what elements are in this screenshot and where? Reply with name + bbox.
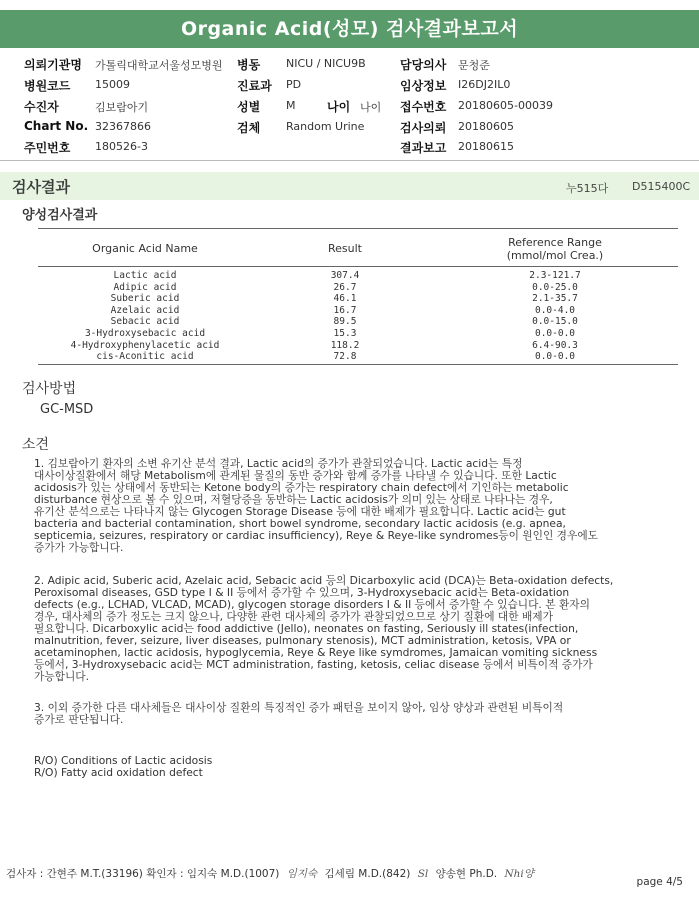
acid-result: 89.5 [333, 316, 357, 328]
finding-paragraph-2: 2. Adipic acid, Suberic acid, Azelaic acid, Sebacic acid 등의 Dicarboxylic acid (DCA)는 Beta-oxidation defects, Peroxisomal diseases, GSD type I & II 등에서 증가할 수 있으며, 3-Hydroxysebacic acid는 Beta-oxidation defects (e.g., LCHAD, VLCAD, MCAD), glycogen storage disorders I & II 등에서 증가할 수 있습니다. 본 환자의 경우, 대사체의 증가 정도는 크지 않으나, 다양한 관련 대사체의 증가가 관찰되었으므로 상기 질환에 대한 배제가 필요합니다. Dicarboxylic acid는 food addictive (Jello), neonates on fasting, Seriously ill states(infection, malnutrition, fever, seizure, liver diseases, pulmonary stenosis), MCT administration, ketosis, VPA or acetaminophen, lactic acidosis, hypoglycemia, Reye & Reye like symdromes, Jamaican vomiting sickness 등에서, 3-Hydroxysebacic acid는 MCT administration, fasting, ketosis, celiac disease 등에서 비특이적 증가가 가능합니다. [34, 574, 614, 683]
acid-result: 72.8 [333, 351, 357, 363]
table-row [0, 351, 699, 362]
table-row [0, 293, 699, 304]
acid-name: 3-Hydroxysebacic acid [84, 328, 206, 339]
report-date-value: 20180615 [458, 140, 514, 153]
clinical-value: I26DJ2IL0 [458, 78, 511, 91]
patient-value: 김보람아기 [95, 101, 149, 114]
acid-result: 26.7 [333, 281, 357, 293]
table-top-line [38, 228, 678, 229]
col-ref-header-1: Reference Range [508, 236, 602, 249]
acid-reference: 0.0-0.0 [534, 351, 576, 363]
sex-label: 성별 [237, 100, 261, 114]
ward-value: NICU / NICU9B [286, 57, 366, 70]
table-bottom-line [38, 364, 678, 365]
ro-line-1: R/O) Conditions of Lactic acidosis [34, 754, 213, 767]
findings-title: 소견 [22, 437, 50, 453]
acid-result: 46.1 [333, 293, 357, 305]
institution-value: 가톨릭대학교서울성모병원 [95, 59, 223, 72]
doctor-2: 김세림 M.D.(842) [324, 868, 411, 880]
col-result-header: Result [328, 242, 362, 255]
doctor-3: 양송현 Ph.D. [435, 868, 498, 880]
dept-value: PD [286, 78, 302, 91]
acid-name: cis-Aconitic acid [96, 351, 194, 363]
acid-name: Adipic acid [113, 281, 177, 293]
specimen-value: Random Urine [286, 120, 365, 133]
request-label: 검사의뢰 [400, 121, 447, 135]
acid-reference: 0.0-25.0 [532, 281, 578, 293]
report-date-label: 결과보고 [400, 141, 447, 155]
acid-reference: 0.0-15.0 [532, 316, 578, 328]
request-value: 20180605 [458, 120, 514, 133]
patient-label: 수진자 [24, 100, 59, 114]
acid-name: Suberic acid [110, 293, 180, 305]
specimen-label: 검체 [237, 121, 261, 135]
hospital-code-value: 15009 [95, 78, 130, 91]
signature-3: Nhi양 [504, 868, 534, 880]
finding-paragraph-1: 1. 김보람아기 환자의 소변 유기산 분석 결과, Lactic acid의 증가가 관찰되었습니다. Lactic acid는 특정 대사이상질환에서 해당 Metabolism에 관계된 물질의 동반 증가와 함께 증가를 나타낼 수 있습니다. 또한 Lactic acidosis가 있는 상태에서 동반되는 Ketone body의 증가는 respiratory chain defect에서 기인하는 metabolic disturbance 현상으로 볼 수 있으며, 저혈당증을 동반하는 Lactic acidosis가 의미 있는 상태로 나타나는 경우, 유기산 분석으로는 나타나지 않는 Glycogen Storage Disease 등에 대한 배제가 필요합니다. Lactic acid는 gut bacteria and bacterial contamination, short bowel syndrome, secondary lactic acidosis (e.g. apnea, septicemia, seizures, respiratory or cardiac insufficiency), Reye & Reye-like syndromes등이 원인인 경우에도 증가가 가능합니다. [34, 457, 598, 554]
patient-info [0, 52, 699, 157]
result-title: 검사결과 [12, 178, 70, 196]
result-header [0, 172, 699, 200]
institution-label: 의뢰기관명 [24, 58, 82, 72]
divider [0, 160, 699, 161]
clinical-label: 임상정보 [400, 79, 447, 93]
col-name-header: Organic Acid Name [92, 242, 198, 255]
result-code-1: 누515다 [566, 182, 609, 195]
positive-results-title: 양성검사결과 [22, 208, 98, 223]
acid-reference: 6.4-90.3 [532, 339, 578, 351]
chart-label: Chart No. [24, 119, 89, 133]
method-value: GC-MSD [40, 402, 94, 417]
table-header-line [38, 266, 678, 267]
table-row [0, 305, 699, 316]
chart-value: 32367866 [95, 120, 151, 133]
doctor-value: 문청준 [458, 59, 490, 72]
method-title: 검사방법 [22, 381, 77, 397]
table-row [0, 328, 699, 339]
id-label: 주민번호 [24, 141, 71, 155]
ward-label: 병동 [237, 58, 261, 72]
acid-result: 307.4 [330, 270, 360, 281]
table-row [0, 316, 699, 327]
footer-signatures [6, 866, 538, 881]
signature-2: Sl [417, 868, 429, 880]
col-ref-header-2: (mmol/mol Crea.) [506, 249, 604, 262]
id-value: 180526-3 [95, 140, 148, 153]
report-title: Organic Acid(성모) 검사결과보고서 [0, 10, 699, 48]
table-row [0, 340, 699, 351]
table-row [0, 270, 699, 281]
acid-result: 118.2 [330, 339, 360, 351]
acid-name: 4-Hydroxyphenylacetic acid [70, 339, 220, 351]
acid-name: Lactic acid [113, 270, 177, 281]
hospital-code-label: 병원코드 [24, 79, 71, 93]
signature-1: 임지숙 [286, 868, 318, 880]
acid-result: 16.7 [333, 304, 357, 316]
acid-reference: 2.3-121.7 [529, 270, 581, 281]
sex-value: M [286, 99, 296, 112]
result-code-2: D515400C [632, 180, 691, 193]
confirmer: 확인자 : 임지숙 M.D.(1007) [146, 868, 280, 880]
acid-reference: 0.0-0.0 [534, 328, 576, 339]
page-number: page 4/5 [636, 876, 683, 888]
ro-line-2: R/O) Fatty acid oxidation defect [34, 766, 203, 779]
age-label: 나이 [327, 100, 351, 114]
finding-paragraph-3: 3. 이외 증가한 다른 대사체들은 대사이상 질환의 특징적인 증가 패턴을 보이지 않아, 임상 양상과 관련된 비특이적 증가로 판단됩니다. [34, 701, 564, 726]
acid-reference: 2.1-35.7 [532, 293, 578, 305]
acid-reference: 0.0-4.0 [534, 304, 576, 316]
acid-result: 15.3 [333, 328, 357, 339]
tester: 검사자 : 간현주 M.T.(33196) [6, 868, 143, 880]
dept-label: 진료과 [237, 79, 272, 93]
acid-name: Sebacic acid [110, 316, 180, 328]
accession-value: 20180605-00039 [458, 99, 553, 112]
table-row [0, 282, 699, 293]
acid-name: Azelaic acid [110, 304, 180, 316]
age-value: 나이 [360, 101, 382, 114]
doctor-label: 담당의사 [400, 58, 447, 72]
accession-label: 접수번호 [400, 100, 447, 114]
